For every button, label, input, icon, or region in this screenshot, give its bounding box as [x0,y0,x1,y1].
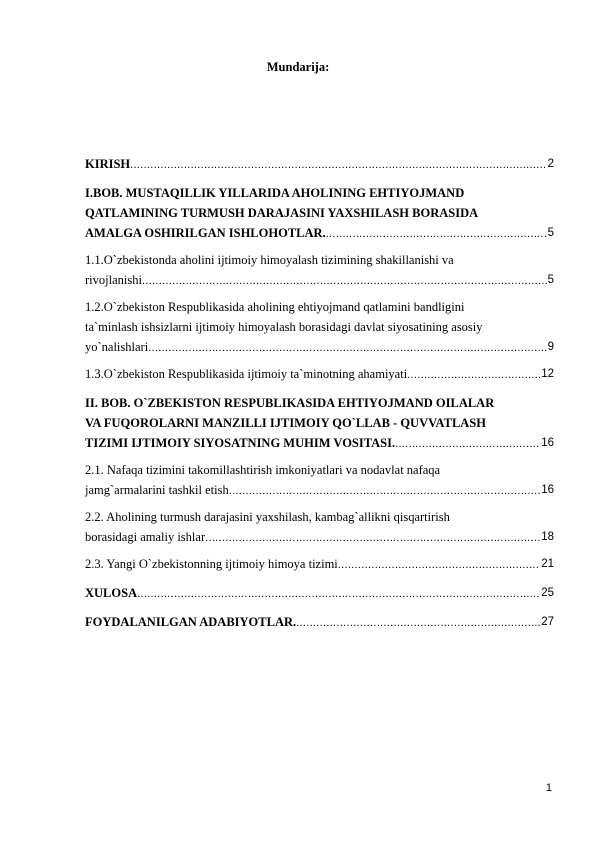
toc-entry[interactable] [85,583,554,605]
dot-leader [407,364,540,386]
toc-entry[interactable] [85,507,554,548]
dot-leader [137,583,540,605]
toc-entry-text: yo`nalishlari [85,340,149,354]
dot-leader [142,270,547,291]
toc-entry-text: jamg`armalarini tashkil etish [85,483,229,497]
toc-page-number: 21 [541,558,554,570]
dot-leader [338,554,540,576]
toc-entry-text: FOYDALANILGAN ADABIYOTLAR. [85,615,297,629]
toc-page-number: 18 [541,531,554,543]
dot-leader [326,223,547,244]
toc-entry-text: 2.1. Nafaqa tizimini takomillashtirish imkoniyatlari va nodavlat nafaqa [85,463,441,477]
toc-entry-text: VA FUQOROLARNI MANZILLI IJTIMOIY QO`LLAB - QUVVATLASH [85,416,486,430]
toc-page-number: 12 [541,368,554,380]
toc-entry-text: TIZIMI IJTIMOIY SIYOSATNING MUHIM VOSITASI. [85,436,396,450]
dot-leader [296,612,540,634]
toc-entry[interactable] [85,297,554,358]
toc-entry[interactable] [85,154,554,176]
toc-entry-text: XULOSA [85,586,138,600]
toc-entry-text: KIRISH [85,157,131,171]
toc-page-number: 16 [541,484,554,496]
toc-entry-text: II. BOB. O`ZBEKISTON RESPUBLIKASIDA EHTIYOJMAND OILALAR [85,396,495,410]
dot-leader [148,337,546,358]
toc-entry-text: 2.3. Yangi O`zbekistonning ijtimoiy himoya tizimi [85,557,338,571]
toc-entry-text: AMALGA OSHIRILGAN ISHLOHOTLAR. [85,226,326,240]
toc-entry-text: 1.1.O`zbekistonda aholini ijtimoiy himoyalash tizimining shakillanishi va [85,253,454,267]
toc-entry[interactable] [85,554,554,576]
toc-entry-text: QATLAMINING TURMUSH DARAJASINI YAXSHILASH BORASIDA [85,206,479,220]
toc-entry[interactable] [85,364,554,386]
dot-leader [229,480,540,501]
table-of-contents [85,154,554,641]
toc-entry[interactable] [85,393,554,454]
toc-entry[interactable] [85,183,554,244]
toc-page-number: 5 [547,274,554,286]
dot-leader [205,527,540,548]
toc-entry-text: I.BOB. MUSTAQILLIK YILLARIDA AHOLINING EHTIYOJMAND [85,186,465,200]
page-number: 1 [545,782,552,794]
toc-entry[interactable] [85,612,554,634]
toc-page-number: 27 [541,616,554,628]
toc-page-number: 5 [547,227,554,239]
toc-entry[interactable] [85,250,554,291]
toc-entry-text: ta`minlash ishsizlarni ijtimoiy himoyalash borasidagi davlat siyosatining asosiy [85,320,483,334]
dot-leader [130,154,546,176]
toc-entry-text: 2.2. Aholining turmush darajasini yaxshilash, kambag`allikni qisqartirish [85,510,450,524]
toc-page-number: 2 [547,158,554,170]
page-title: Mundarija: [266,60,330,74]
toc-entry-text: borasidagi amaliy ishlar [85,530,206,544]
toc-page-number: 9 [547,341,554,353]
dot-leader [395,433,540,454]
toc-entry-text: rivojlanishi [85,273,142,287]
toc-page-number: 16 [541,437,554,449]
toc-entry-text: 1.2.O`zbekiston Respublikasida aholining ehtiyojmand qatlamini bandligini [85,300,465,314]
toc-entry[interactable] [85,460,554,501]
toc-page-number: 25 [541,587,554,599]
toc-entry-text: 1.3.O`zbekiston Respublikasida ijtimoiy ta`minotning ahamiyati [85,367,408,381]
